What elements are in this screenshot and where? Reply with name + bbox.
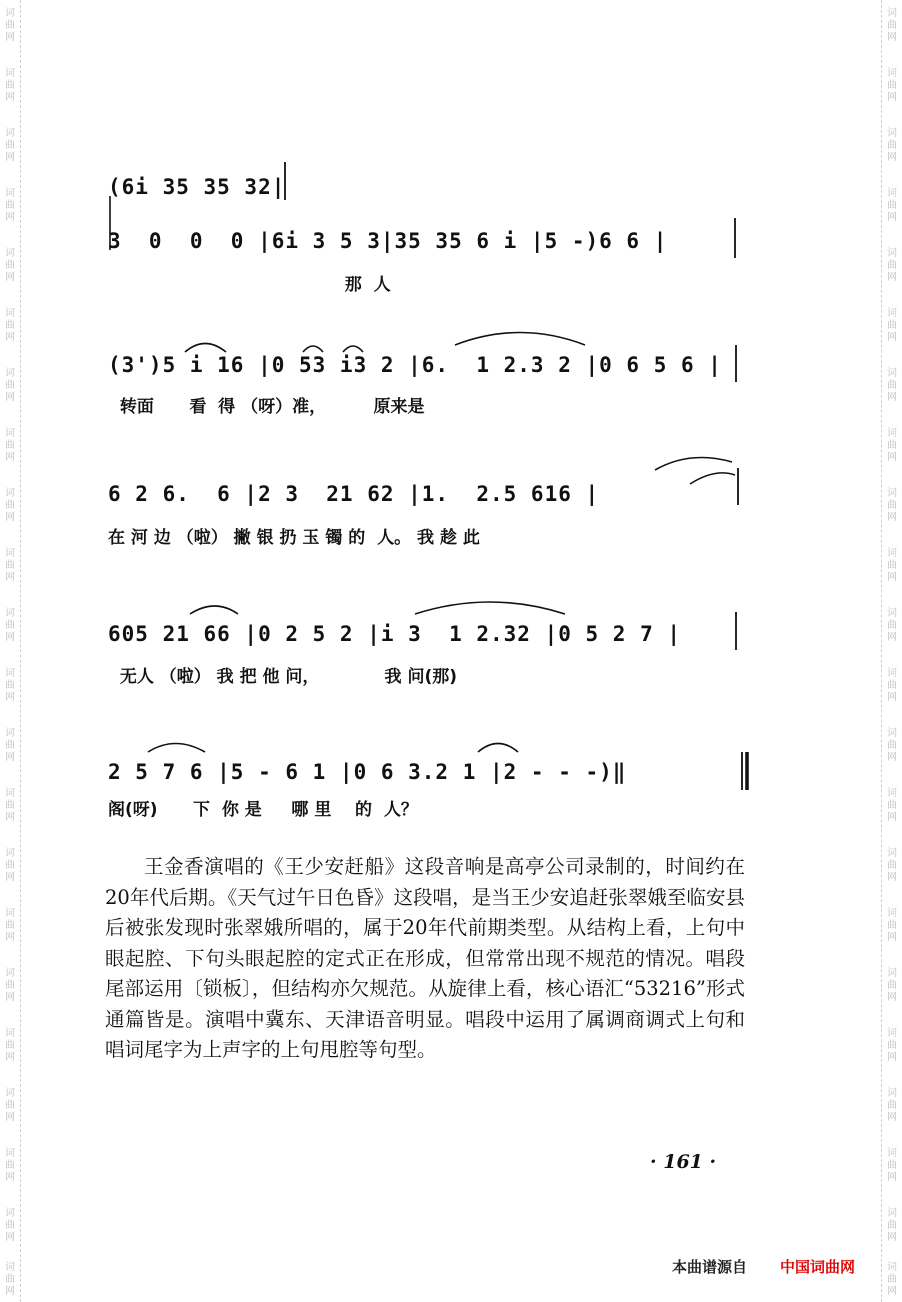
watermark-text: 词 曲 网 [5,1208,15,1243]
score-lyrics-line-3: 在 河 边 （啦） 撇 银 扔 玉 镯 的 人。 我 趁 此 [108,528,480,548]
watermark-text: 词 曲 网 [887,428,897,463]
watermark-text: 词 曲 网 [5,248,15,283]
watermark-text: 词 曲 网 [5,608,15,643]
score-notes-line-2: (3')5 i 16 |0 53 i3 2 |6. 1 2.3 2 |0 6 5 6 | [108,353,722,377]
watermark-text: 词 曲 网 [5,1148,15,1183]
watermark-text: 词 曲 网 [5,428,15,463]
score-notes-line-3: 6 2 6. 6 |2 3 21 62 |1. 2.5 616 | [108,482,600,506]
watermark-text: 词 曲 网 [887,1208,897,1243]
watermark-text: 词 曲 网 [887,188,897,223]
score-lyrics-line-2: 转面 看 得 （呀）准， 原来是 [108,397,425,417]
right-watermark-strip [881,0,902,1302]
watermark-text: 词 曲 网 [5,128,15,163]
watermark-text: 词 曲 网 [887,488,897,523]
watermark-text: 词 曲 网 [5,1262,15,1297]
score-lyrics-line-5: 阁(呀) 下 你 是 哪 里 的 人？ [108,800,418,820]
score-lyrics-line-1: 那 人 [108,275,391,295]
watermark-text: 词 曲 网 [887,248,897,283]
watermark-text: 词 曲 网 [887,1262,897,1297]
watermark-text: 词 曲 网 [887,728,897,763]
watermark-text: 词 曲 网 [887,968,897,1003]
watermark-text: 词 曲 网 [887,548,897,583]
watermark-text: 词 曲 网 [887,848,897,883]
watermark-text: 词 曲 网 [5,68,15,103]
watermark-text: 词 曲 网 [887,608,897,643]
score-notes-line-intro: (6i 35 35 32| [108,175,286,199]
watermark-text: 词 曲 网 [887,788,897,823]
watermark-text: 词 曲 网 [887,1028,897,1063]
watermark-text: 词 曲 网 [5,188,15,223]
watermark-text: 词 曲 网 [887,908,897,943]
watermark-text: 词 曲 网 [887,308,897,343]
watermark-text: 词 曲 网 [5,308,15,343]
watermark-text: 词 曲 网 [5,1088,15,1123]
watermark-text: 词 曲 网 [5,848,15,883]
watermark-text: 词 曲 网 [887,8,897,43]
watermark-text: 词 曲 网 [5,788,15,823]
watermark-text: 词 曲 网 [887,668,897,703]
watermark-text: 词 曲 网 [887,368,897,403]
score-notes-line-4: 605 21 66 |0 2 5 2 |i 3 1 2.32 |0 5 2 7 | [108,622,682,646]
watermark-text: 词 曲 网 [887,1088,897,1123]
watermark-text: 词 曲 网 [5,728,15,763]
left-watermark-strip [0,0,21,1302]
footer-site-name: 中国词曲网 [780,1258,856,1276]
watermark-text: 词 曲 网 [5,548,15,583]
watermark-text: 词 曲 网 [5,968,15,1003]
watermark-text: 词 曲 网 [5,8,15,43]
page-number: · 161 · [650,1151,717,1173]
watermark-text: 词 曲 网 [887,128,897,163]
score-notes-line-1: 3 0 0 0 |6i 3 5 3|35 35 6 i |5 -)6 6 | [108,229,668,253]
watermark-text: 词 曲 网 [5,908,15,943]
watermark-text: 词 曲 网 [5,668,15,703]
score-lyrics-line-4: 无人 （啦） 我 把 他 问， 我 问(那) [108,667,457,687]
watermark-text: 词 曲 网 [5,1028,15,1063]
watermark-text: 词 曲 网 [5,488,15,523]
commentary-paragraph: 王金香演唱的《王少安赶船》这段音响是高亭公司录制的，时间约在20年代后期。《天气过午日色昏》这段唱，是当王少安追赶张翠娥至临安县后被张发现时张翠娥所唱的，属于20年代前期类型。从结构上看，上句中眼起腔、下句头眼起腔的定式正在形成，但常常出现不规范的情况。唱段尾部运用〔锁板〕，但结构亦欠规范。从旋律上看，核心语汇“53216”形式通篇皆是。演唱中冀东、天津语音明显。唱段中运用了属调商调式上句和唱词尾字为上声字的上句甩腔等句型。 [105,855,745,1061]
watermark-text: 词 曲 网 [887,1148,897,1183]
footer-source-text: 本曲谱源自 [672,1258,748,1276]
watermark-text: 词 曲 网 [887,68,897,103]
watermark-text: 词 曲 网 [5,368,15,403]
score-notes-line-5: 2 5 7 6 |5 - 6 1 |0 6 3.2 1 |2 - - -)‖ [108,760,627,784]
